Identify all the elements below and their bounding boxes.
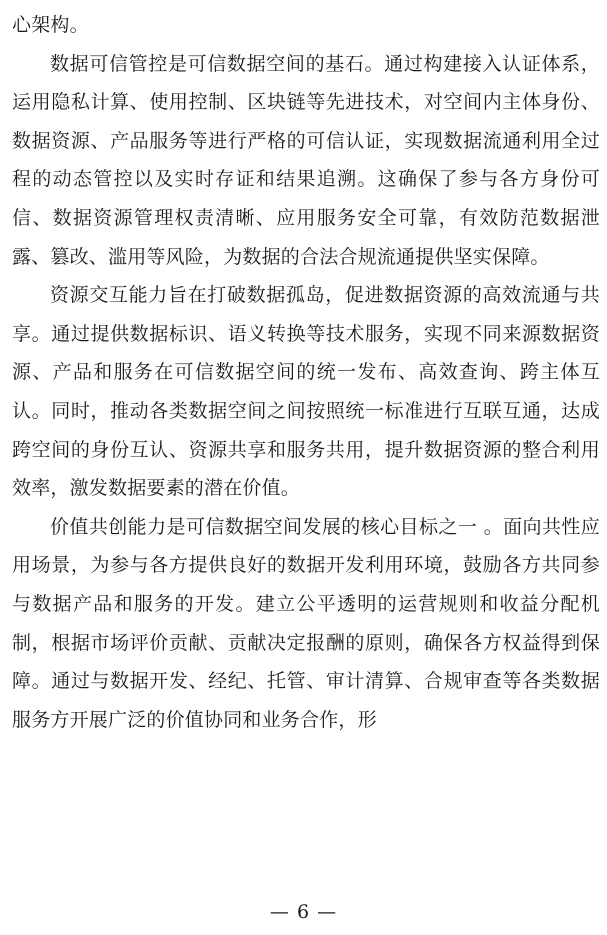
body-text (12, 6, 600, 739)
paragraph-continuation: 心架构。 (12, 14, 89, 36)
paragraph-value-co-creation: 价值共创能力是可信数据空间发展的核心目标之一 。面向共性应用场景，为参与各方提供良好的数据开发利用环境，鼓励各方共同参与数据产品和服务的开发。建立公平透明的运营规则和收益分配机制，根据市场评价贡献、贡献决定报酬的原则，确保各方权益得到保障。通过与数据开发、经纪、托管、审计清算、合规审查等各类数据服务方开展广泛的价值协同和业务合作，形 (12, 515, 600, 731)
page-number: — 6 — (269, 901, 338, 923)
paragraph-data-trust-control: 数据可信管控是可信数据空间的基石。通过构建接入认证体系，运用隐私计算、使用控制、区块链等先进技术，对空间内主体身份、数据资源、产品服务等进行严格的可信认证，实现数据流通利用全过程的动态管控以及实时存证和结果追溯。这确保了参与各方身份可信、数据资源管理权责清晰、应用服务安全可靠，有效防范数据泄露、篡改、滥用等风险，为数据的合法合规流通提供坚实保障。 (12, 52, 600, 268)
paragraph-resource-interaction: 资源交互能力旨在打破数据孤岛，促进数据资源的高效流通与共享。通过提供数据标识、语义转换等技术服务，实现不同来源数据资源、产品和服务在可信数据空间的统一发布、高效查询、跨主体互认。同时，推动各类数据空间之间按照统一标准进行互联互通，达成跨空间的身份互认、资源共享和服务共用，提升数据资源的整合利用效率，激发数据要素的潜在价值。 (12, 284, 600, 500)
